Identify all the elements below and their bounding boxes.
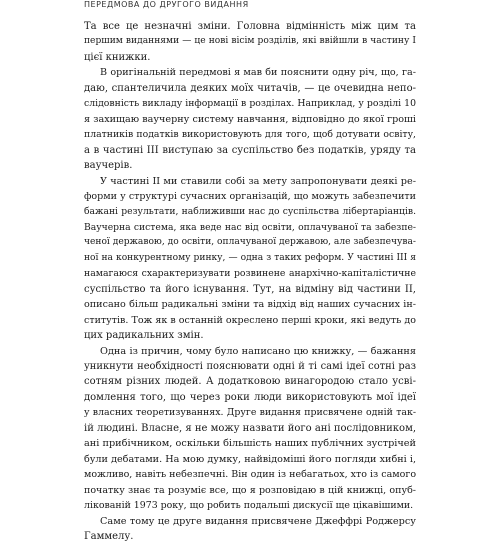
- text-line: лікованій 1973 року, що робить подальші дискусії ще цікавішими.: [84, 498, 416, 513]
- text-line: можливо, навіть небезпечні. Він один із небагатьох, хто із самого: [84, 467, 416, 482]
- text-line: сотням різних людей. А додатковою винагородою стало усві-: [84, 374, 416, 389]
- text-line: ваучерів.: [84, 158, 416, 173]
- text-line: першим виданнями — це нові вісім розділів, які ввійшли в частину І: [84, 34, 416, 49]
- paragraph: [84, 174, 416, 344]
- text-line: були дебатами. На мою думку, найвідоміші його погляди хибні і,: [84, 452, 416, 467]
- paragraph: [84, 65, 416, 173]
- text-line: Та все це незначні зміни. Головна відмінність між цим та: [84, 19, 416, 34]
- text-line: ститутів. Тож як в останній окреслено перші кроки, які ведуть до: [84, 313, 416, 328]
- text-line: описано більш радикальні зміни та відхід від наших сучасних ін-: [84, 297, 416, 312]
- text-line: Саме тому це друге видання присвячене Джеффрі Роджерсу: [84, 514, 416, 529]
- text-line: бажані результати, наближивши нас до суспільства лібертаріанців.: [84, 204, 416, 219]
- text-line: Ваучерна система, яка веде нас від освіти, оплачуваної та забезпе-: [84, 220, 416, 235]
- text-line: Одна із причин, чому було написано цю книжку, — бажання: [84, 344, 416, 359]
- text-line: цих радикальних змін.: [84, 328, 416, 343]
- text-line: В оригінальній передмові я мав би пояснити одну річ, що, га-: [84, 65, 416, 80]
- text-line: даю, спантеличила деяких моїх читачів, — це очевидна непо-: [84, 81, 416, 96]
- text-line: форми у структурі сучасних організацій, що можуть забезпечити: [84, 189, 416, 204]
- body-text: [84, 19, 416, 544]
- text-line: домлення того, що через роки люди використовують мої ідеї: [84, 390, 416, 405]
- text-line: початку знає та розуміє все, що я розповідаю в цій книжці, опуб-: [84, 483, 416, 498]
- text-line: суспільство та його існування. Тут, на відміну від частини II,: [84, 282, 416, 297]
- text-line: намагаюся схарактеризувати розвинене анархічно-капіталістичне: [84, 266, 416, 281]
- text-line: цієї книжки.: [84, 50, 416, 65]
- text-line: платників податків використовують для того, щоб дотувати освіту,: [84, 127, 416, 142]
- text-line: у власних теоретизуваннях. Друге видання присвячене одній так-: [84, 405, 416, 420]
- text-line: я захищаю ваучерну систему навчання, відповідно до якої гроші: [84, 112, 416, 127]
- paragraph: [84, 514, 416, 544]
- text-line: а в частині III виступаю за суспільство без податків, уряду та: [84, 143, 416, 158]
- text-line: ної на конкурентному ринку, — одна з таких реформ. У частині III я: [84, 251, 416, 266]
- text-line: ій людині. Власне, я не можу назвати його ані послідовником,: [84, 421, 416, 436]
- running-header: ПЕРЕДМОВА ДО ДРУГОГО ВИДАННЯ: [84, 0, 249, 9]
- paragraph: [84, 19, 416, 65]
- text-line: У частині II ми ставили собі за мету запропонувати деякі ре-: [84, 174, 416, 189]
- text-line: ані прибічником, оскільки більшість наших публічних зустрічей: [84, 436, 416, 451]
- text-line: уникнути необхідності пояснювати одні й ті самі ідеї сотні раз: [84, 359, 416, 374]
- text-line: Гаммелу.: [84, 529, 416, 544]
- paragraph: [84, 344, 416, 514]
- text-line: ченої державою, до освіти, оплачуваної державою, але забезпечува-: [84, 235, 416, 250]
- text-line: слідовність викладу інформації в розділах. Наприклад, у розділі 10: [84, 96, 416, 111]
